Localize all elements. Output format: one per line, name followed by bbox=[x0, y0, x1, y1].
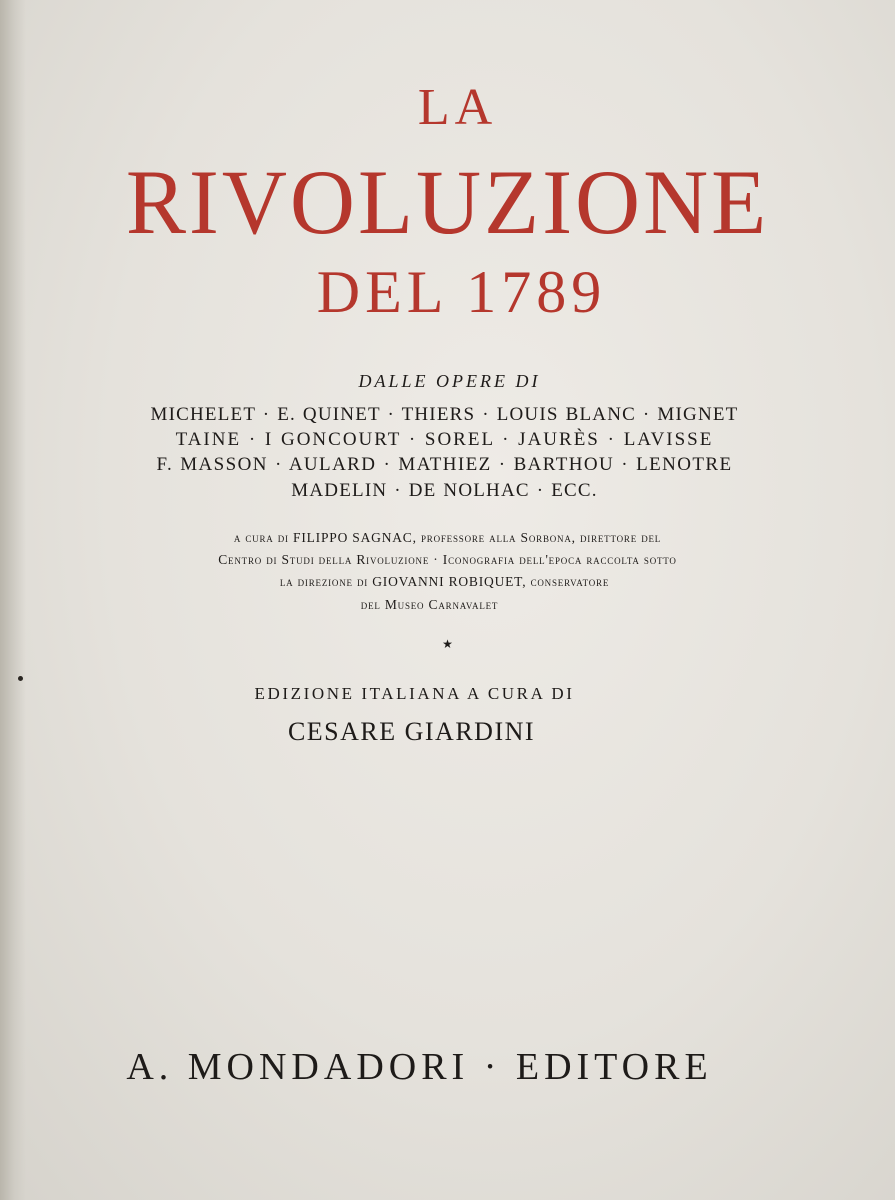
italian-edition-editor: CESARE GIARDINI bbox=[287, 717, 536, 746]
title-line-3: DEL 1789 bbox=[316, 259, 607, 325]
curator-line-3: la direzione di GIOVANNI ROBIQUET, conservatore bbox=[279, 574, 610, 589]
curator-line-2: Centro di Studi della Rivoluzione · Iconografia dell'epoca raccolta sotto bbox=[218, 552, 677, 567]
curator-line-4: del Museo Carnavalet bbox=[360, 597, 499, 612]
authors-line-1: MICHELET · E. QUINET · THIERS · LOUIS BLANC · MIGNET bbox=[150, 404, 739, 425]
title-line-2: RIVOLUZIONE bbox=[125, 151, 770, 253]
italian-edition-label: EDIZIONE ITALIANA A CURA DI bbox=[254, 684, 575, 703]
title-line-1: LA bbox=[417, 79, 498, 136]
curator-line-1: a cura di FILIPPO SAGNAC, professore alla Sorbona, direttore del bbox=[233, 530, 662, 545]
authors-line-3: F. MASSON · AULARD · MATHIEZ · BARTHOU · LENOTRE bbox=[156, 454, 733, 475]
authors-line-2: TAINE · I GONCOURT · SOREL · JAURÈS · LAVISSE bbox=[175, 429, 714, 450]
paper-speck bbox=[18, 676, 23, 681]
authors-line-4: MADELIN · DE NOLHAC · ECC. bbox=[291, 480, 598, 501]
subtitle: DALLE OPERE DI bbox=[358, 371, 541, 391]
star-separator-icon: ★ bbox=[442, 637, 453, 651]
publisher-imprint: A. MONDADORI · EDITORE bbox=[126, 1046, 713, 1088]
